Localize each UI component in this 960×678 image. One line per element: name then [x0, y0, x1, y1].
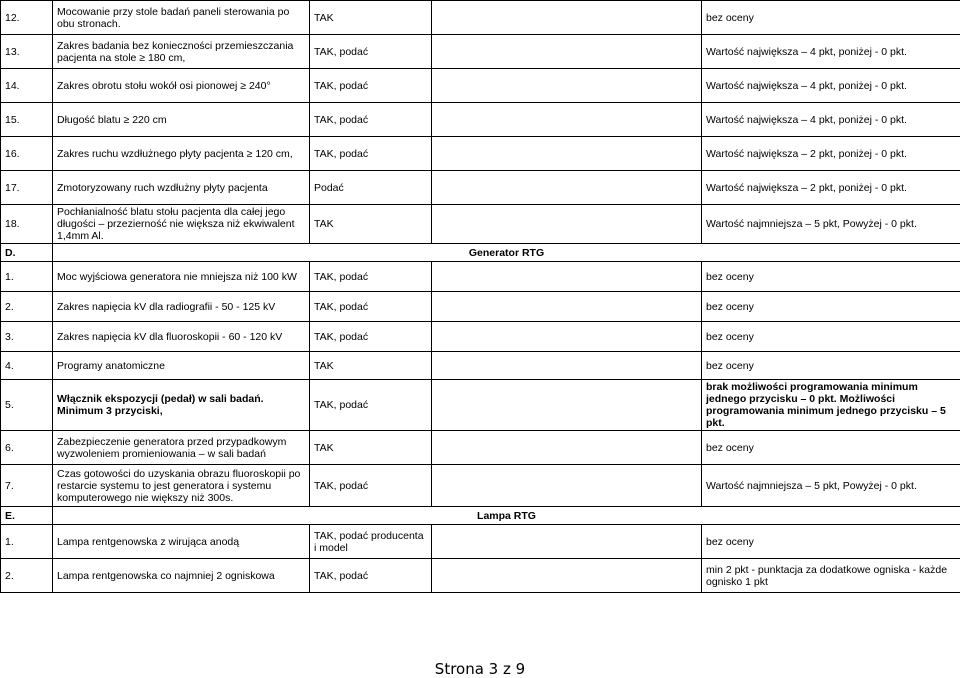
row-spacer	[432, 137, 702, 171]
row-spacer	[432, 465, 702, 507]
row-number: 5.	[1, 380, 53, 431]
row-number: 14.	[1, 69, 53, 103]
row-score: bez oceny	[702, 292, 960, 322]
table-row	[1, 262, 960, 292]
section-title: Lampa RTG	[53, 507, 960, 525]
row-number: 12.	[1, 1, 53, 35]
table-row	[1, 380, 960, 431]
row-number: 17.	[1, 171, 53, 205]
page-footer: Strona 3 z 9	[0, 660, 960, 678]
row-description: Pochłanialność blatu stołu pacjenta dla całej jego długości – przezierność nie większa niż ekwiwalent 1,4mm Al.	[53, 205, 310, 244]
row-spacer	[432, 69, 702, 103]
section-letter: D.	[1, 244, 53, 262]
table-row	[1, 171, 960, 205]
row-score: Wartość największa – 4 pkt, poniżej - 0 pkt.	[702, 35, 960, 69]
row-spacer	[432, 322, 702, 352]
row-score: bez oceny	[702, 262, 960, 292]
row-description: Zakres ruchu wzdłużnego płyty pacjenta ≥ 120 cm,	[53, 137, 310, 171]
row-spacer	[432, 525, 702, 559]
row-requirement: TAK	[310, 1, 432, 35]
section-header-generator	[1, 244, 960, 262]
section-header-lamp	[1, 507, 960, 525]
row-score: Wartość najmniejsza – 5 pkt, Powyżej - 0 pkt.	[702, 465, 960, 507]
table-row	[1, 352, 960, 380]
table-row	[1, 525, 960, 559]
row-score: bez oceny	[702, 1, 960, 35]
row-number: 7.	[1, 465, 53, 507]
row-requirement: TAK	[310, 352, 432, 380]
row-score: min 2 pkt - punktacja za dodatkowe ogniska - każde ognisko 1 pkt	[702, 559, 960, 593]
row-score: Wartość najmniejsza – 5 pkt, Powyżej - 0 pkt.	[702, 205, 960, 244]
row-spacer	[432, 103, 702, 137]
row-number: 4.	[1, 352, 53, 380]
row-score: brak możliwości programowania minimum jednego przycisku – 0 pkt. Możliwości programowania minimum jednego przycisku – 5 pkt.	[702, 380, 960, 431]
row-spacer	[432, 352, 702, 380]
row-spacer	[432, 380, 702, 431]
row-spacer	[432, 35, 702, 69]
row-requirement: TAK, podać	[310, 380, 432, 431]
row-score: bez oceny	[702, 525, 960, 559]
row-description: Zakres napięcia kV dla fluoroskopii - 60 - 120 kV	[53, 322, 310, 352]
row-score: Wartość największa – 2 pkt, poniżej - 0 pkt.	[702, 171, 960, 205]
row-requirement: TAK, podać	[310, 137, 432, 171]
table-row	[1, 465, 960, 507]
section-title: Generator RTG	[53, 244, 960, 262]
row-description: Programy anatomiczne	[53, 352, 310, 380]
table-row	[1, 35, 960, 69]
table-row	[1, 103, 960, 137]
table-row	[1, 205, 960, 244]
row-number: 2.	[1, 292, 53, 322]
row-requirement: TAK, podać	[310, 559, 432, 593]
row-number: 1.	[1, 262, 53, 292]
row-number: 2.	[1, 559, 53, 593]
row-number: 6.	[1, 431, 53, 465]
row-requirement: TAK, podać	[310, 69, 432, 103]
row-requirement: TAK	[310, 205, 432, 244]
row-description: Lampa rentgenowska co najmniej 2 ogniskowa	[53, 559, 310, 593]
row-number: 18.	[1, 205, 53, 244]
row-number: 3.	[1, 322, 53, 352]
table-row	[1, 431, 960, 465]
row-description: Długość blatu ≥ 220 cm	[53, 103, 310, 137]
row-requirement: Podać	[310, 171, 432, 205]
section-letter: E.	[1, 507, 53, 525]
row-spacer	[432, 559, 702, 593]
table-row	[1, 559, 960, 593]
table-row	[1, 292, 960, 322]
row-description: Lampa rentgenowska z wirująca anodą	[53, 525, 310, 559]
row-spacer	[432, 262, 702, 292]
row-score: bez oceny	[702, 322, 960, 352]
row-number: 1.	[1, 525, 53, 559]
row-score: bez oceny	[702, 431, 960, 465]
row-description: Zakres obrotu stołu wokół osi pionowej ≥ 240°	[53, 69, 310, 103]
row-description: Zmotoryzowany ruch wzdłużny płyty pacjenta	[53, 171, 310, 205]
row-description: Zakres badania bez konieczności przemieszczania pacjenta na stole ≥ 180 cm,	[53, 35, 310, 69]
table-row	[1, 322, 960, 352]
row-description: Zakres napięcia kV dla radiografii - 50 - 125 kV	[53, 292, 310, 322]
row-score: Wartość największa – 4 pkt, poniżej - 0 pkt.	[702, 69, 960, 103]
row-spacer	[432, 431, 702, 465]
row-score: Wartość największa – 4 pkt, poniżej - 0 pkt.	[702, 103, 960, 137]
row-requirement: TAK, podać	[310, 103, 432, 137]
table-row	[1, 1, 960, 35]
table-row	[1, 69, 960, 103]
row-requirement: TAK, podać	[310, 292, 432, 322]
row-score: Wartość największa – 2 pkt, poniżej - 0 pkt.	[702, 137, 960, 171]
row-spacer	[432, 292, 702, 322]
row-requirement: TAK, podać	[310, 35, 432, 69]
row-spacer	[432, 1, 702, 35]
row-spacer	[432, 171, 702, 205]
row-requirement: TAK, podać	[310, 465, 432, 507]
row-requirement: TAK, podać	[310, 262, 432, 292]
row-spacer	[432, 205, 702, 244]
row-requirement: TAK	[310, 431, 432, 465]
row-number: 15.	[1, 103, 53, 137]
row-requirement: TAK, podać producenta i model	[310, 525, 432, 559]
row-number: 16.	[1, 137, 53, 171]
row-number: 13.	[1, 35, 53, 69]
row-score: bez oceny	[702, 352, 960, 380]
row-description: Mocowanie przy stole badań paneli sterowania po obu stronach.	[53, 1, 310, 35]
row-description: Moc wyjściowa generatora nie mniejsza niż 100 kW	[53, 262, 310, 292]
row-description: Zabezpieczenie generatora przed przypadkowym wyzwoleniem promieniowania – w sali badań	[53, 431, 310, 465]
table-row	[1, 137, 960, 171]
row-description: Włącznik ekspozycji (pedał) w sali badań. Minimum 3 przyciski,	[53, 380, 310, 431]
row-requirement: TAK, podać	[310, 322, 432, 352]
row-description: Czas gotowości do uzyskania obrazu fluoroskopii po restarcie systemu to jest generatora i systemu komputerowego nie większy niż 300s.	[53, 465, 310, 507]
